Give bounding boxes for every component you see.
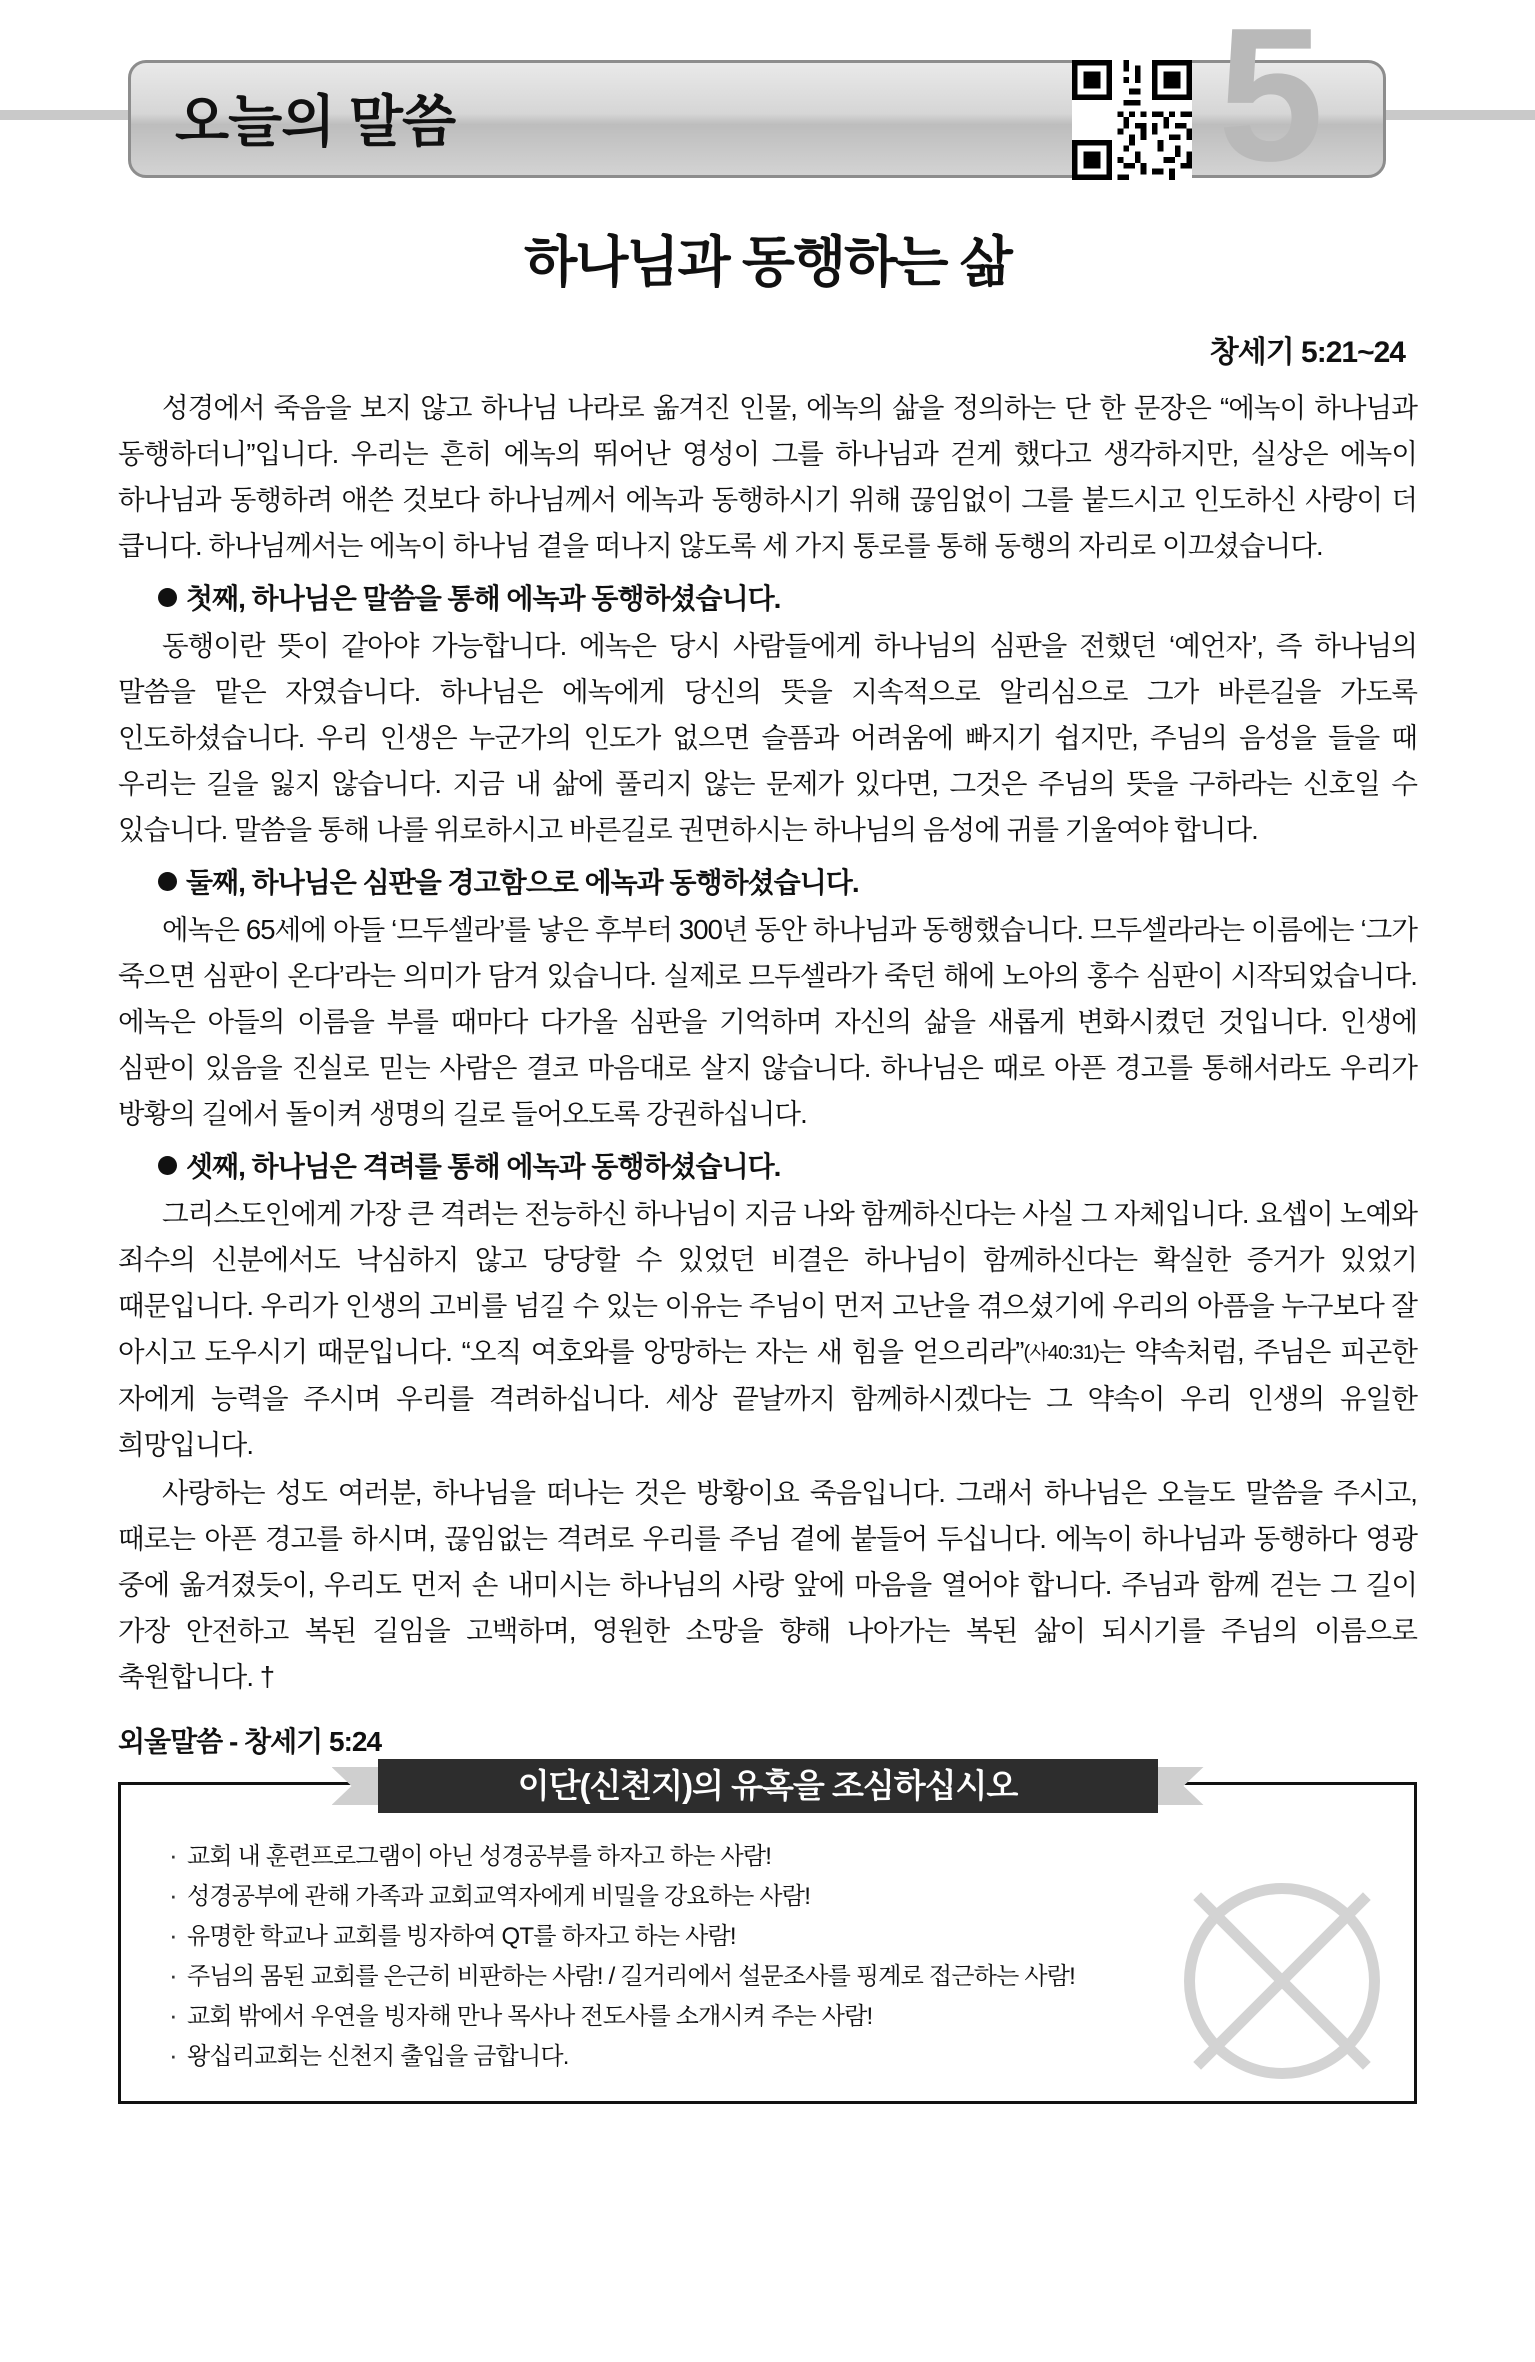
point-heading-2-text: 둘째, 하나님은 심판을 경고함으로 에녹과 동행하셨습니다.: [186, 867, 859, 898]
banner-title: 오늘의 말씀: [175, 90, 456, 153]
inline-scripture-ref: (사40:31): [1023, 1342, 1100, 1364]
list-item: · 교회 내 훈련프로그램이 아닌 성경공부를 하자고 하는 사람!: [147, 1837, 1388, 1877]
list-item: · 왕십리교회는 신천지 출입을 금합니다.: [147, 2037, 1388, 2077]
point-heading-1-text: 첫째, 하나님은 말씀을 통해 에녹과 동행하셨습니다.: [186, 583, 781, 614]
intro-paragraph: 성경에서 죽음을 보지 않고 하나님 나라로 옮겨진 인물, 에녹의 삶을 정의하는 단 한 문장은 “에녹이 하나님과 동행하더니”입니다. 우리는 흔히 에녹의 뛰어난 영성이 그를 하나님과 걷게 했다고 생각하지만, 실상은 에녹이 하나님과 동행하려 애쓴 것보다 하나님께서 에녹과 동행하시기 위해 끊임없이 그를 붙드시고 인도하신 사랑이 더 큽니다. 하나님께서는 에녹이 하나님 곁을 떠나지 않도록 세 가지 통로를 통해 동행의 자리로 이끄셨습니다.: [118, 392, 1417, 561]
page-title: 하나님과 동행하는 삶: [524, 231, 1011, 293]
point-body-3: [118, 1191, 1417, 1468]
point-body-3-post: 는 약속처럼, 주님은 피곤한 자에게 능력을 주시며 우리를 격려하십니다. 세상 끝날까지 함께하시겠다는 그 약속이 우리 인생의 유일한 희망입니다.: [118, 1336, 1417, 1460]
scripture-reference: 창세기 5:21~24: [1209, 336, 1405, 369]
page-number: 5: [1218, 0, 1318, 201]
memorize-verse: 외울말씀 - 창세기 5:24: [118, 1726, 382, 1757]
list-item: · 교회 밖에서 우연을 빙자해 만나 목사나 전도사를 소개시켜 주는 사람!: [147, 1997, 1388, 2037]
page-header: [0, 0, 1535, 200]
warning-ribbon: [332, 1759, 1204, 1813]
point-heading-2: [118, 859, 1417, 907]
point-body-3-pre: 그리스도인에게 가장 큰 격려는 전능하신 하나님이 지금 나와 함께하신다는 사실 그 자체입니다. 요셉이 노예와 죄수의 신분에서도 낙심하지 않고 당당할 수 있었던 비결은 하나님이 함께하신다는 확실한 증거가 있었기 때문입니다. 우리가 인생의 고비를 넘길 수 있는 이유는 주님이 먼저 고난을 겪으셨기에 우리의 아픔을 누구보다 잘 아시고 도우시기 때문입니다. “오직 여호와를 앙망하는 자는 새 힘을 얻으리라”: [118, 1198, 1417, 1367]
point-heading-3-text: 셋째, 하나님은 격려를 통해 에녹과 동행하셨습니다.: [186, 1151, 781, 1182]
closing-paragraph: 사랑하는 성도 여러분, 하나님을 떠나는 것은 방황이요 죽음입니다. 그래서 하나님은 오늘도 말씀을 주시고, 때로는 아픈 경고를 하시며, 끊임없는 격려로 우리를 주님 곁에 붙들어 두십니다. 에녹이 하나님과 동행하다 영광 중에 옮겨졌듯이, 우리도 먼저 손 내미시는 하나님의 사랑 앞에 마음을 열어야 합니다. 주님과 함께 걷는 그 길이 가장 안전하고 복된 길임을 고백하며, 영원한 소망을 향해 나아가는 복된 삶이 되시기를 주님의 이름으로 축원합니다. †: [118, 1477, 1417, 1692]
point-body-1: 동행이란 뜻이 같아야 가능합니다. 에녹은 당시 사람들에게 하나님의 심판을 전했던 ‘예언자’, 즉 하나님의 말씀을 맡은 자였습니다. 하나님은 에녹에게 당신의 뜻을 지속적으로 알리심으로 그가 바른길을 가도록 인도하셨습니다. 우리 인생은 누군가의 인도가 없으면 슬픔과 어려움에 빠지기 쉽지만, 주님의 음성을 들을 때 우리는 길을 잃지 않습니다. 지금 내 삶에 풀리지 않는 문제가 있다면, 그것은 주님의 뜻을 구하라는 신호일 수 있습니다. 말씀을 통해 나를 위로하시고 바른길로 권면하시는 하나님의 음성에 귀를 기울여야 합니다.: [118, 630, 1417, 845]
point-heading-1: [118, 575, 1417, 623]
warning-box: [118, 1767, 1417, 2104]
bullet-icon: [158, 588, 177, 607]
list-item: · 주님의 몸된 교회를 은근히 비판하는 사람! / 길거리에서 설문조사를 핑계로 접근하는 사람!: [147, 1957, 1388, 1997]
bullet-icon: [158, 872, 177, 891]
warning-section: [118, 1767, 1417, 2104]
list-item: · 성경공부에 관해 가족과 교회교역자에게 비밀을 강요하는 사람!: [147, 1877, 1388, 1917]
point-body-2: 에녹은 65세에 아들 ‘므두셀라’를 낳은 후부터 300년 동안 하나님과 동행했습니다. 므두셀라라는 이름에는 ‘그가 죽으면 심판이 온다’라는 의미가 담겨 있습니다. 실제로 므두셀라가 죽던 해에 노아의 홍수 심판이 시작되었습니다. 에녹은 아들의 이름을 부를 때마다 다가올 심판을 기억하며 자신의 삶을 새롭게 변화시켰던 것입니다. 인생에 심판이 있음을 진실로 믿는 사람은 결코 마음대로 살지 않습니다. 하나님은 때로 아픈 경고를 통해서라도 우리가 방황의 길에서 돌이켜 생명의 길로 들어오도록 강권하십니다.: [118, 914, 1417, 1129]
list-item: · 유명한 학교나 교회를 빙자하여 QT를 하자고 하는 사람!: [147, 1917, 1388, 1957]
warning-title: 이단(신천지)의 유혹을 조심하십시오: [378, 1759, 1158, 1813]
point-heading-3: [118, 1143, 1417, 1191]
warning-list: [147, 1837, 1388, 2077]
qr-code-icon[interactable]: [1072, 60, 1192, 180]
qr-code-svg: [1072, 60, 1192, 180]
article-body: [118, 385, 1417, 1760]
bullet-icon: [158, 1156, 177, 1175]
